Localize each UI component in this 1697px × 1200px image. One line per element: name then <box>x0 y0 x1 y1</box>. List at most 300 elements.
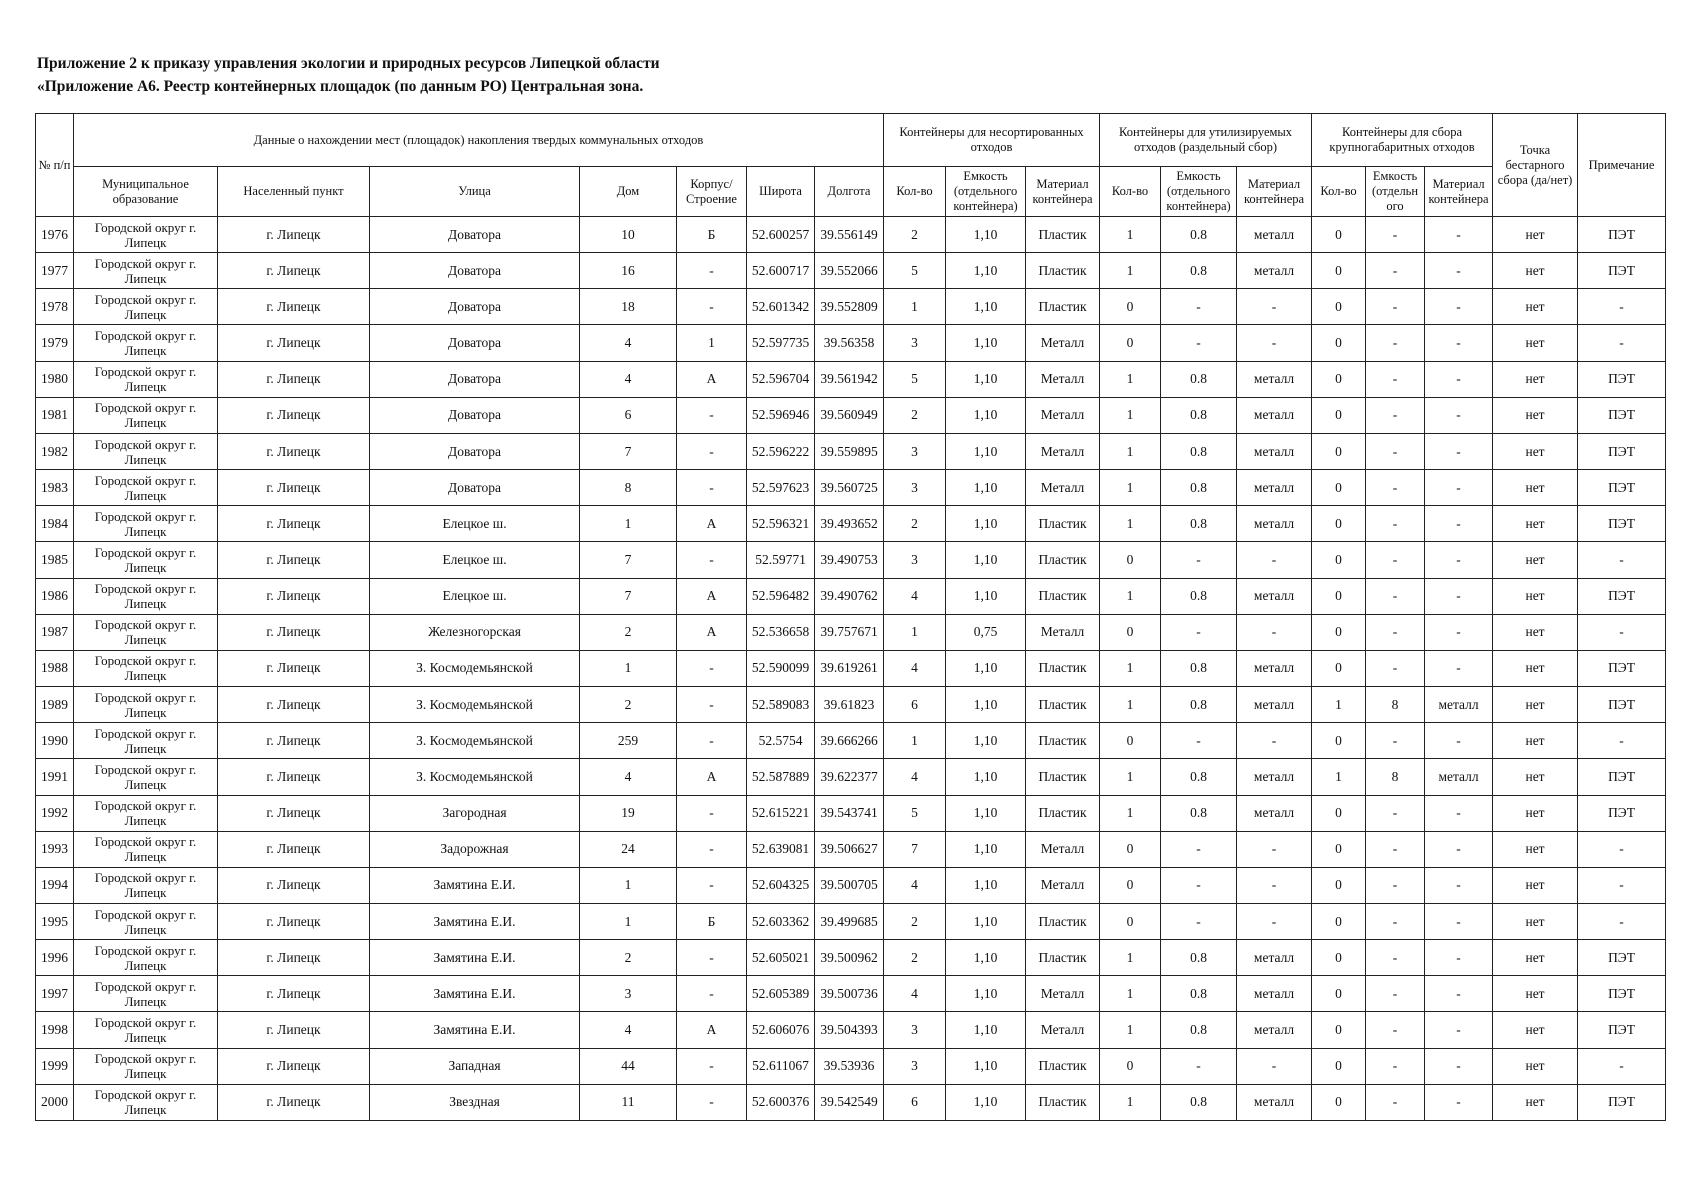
cell-b-count: 0 <box>1312 831 1366 867</box>
cell-bagless: нет <box>1493 578 1578 614</box>
cell-house: 7 <box>580 542 677 578</box>
cell-b-count: 1 <box>1312 687 1366 723</box>
cell-street: Доватора <box>370 325 580 361</box>
table-row <box>36 253 1666 289</box>
cell-b-count: 0 <box>1312 903 1366 939</box>
cell-municipality: Городской округ г. Липецк <box>74 217 218 253</box>
cell-lon: 39.556149 <box>815 217 884 253</box>
cell-lat: 52.605389 <box>747 976 815 1012</box>
cell-u-capacity: 1,10 <box>946 542 1026 578</box>
cell-building: - <box>677 1084 747 1120</box>
cell-u-count: 4 <box>884 650 946 686</box>
cell-building: - <box>677 1048 747 1084</box>
cell-street: З. Космодемьянской <box>370 650 580 686</box>
cell-num: 1991 <box>36 759 74 795</box>
cell-settlement: г. Липецк <box>218 578 370 614</box>
cell-lat: 52.5754 <box>747 723 815 759</box>
cell-street: Западная <box>370 1048 580 1084</box>
cell-lon: 39.757671 <box>815 614 884 650</box>
cell-r-capacity: 0.8 <box>1161 506 1237 542</box>
cell-num: 1997 <box>36 976 74 1012</box>
cell-municipality: Городской округ г. Липецк <box>74 759 218 795</box>
cell-r-capacity: - <box>1161 289 1237 325</box>
cell-bagless: нет <box>1493 1012 1578 1048</box>
cell-municipality: Городской округ г. Липецк <box>74 289 218 325</box>
cell-lon: 39.619261 <box>815 650 884 686</box>
cell-b-count: 0 <box>1312 650 1366 686</box>
cell-b-material: - <box>1425 867 1493 903</box>
cell-r-count: 1 <box>1100 976 1161 1012</box>
cell-note: - <box>1578 1048 1666 1084</box>
cell-u-count: 2 <box>884 903 946 939</box>
cell-settlement: г. Липецк <box>218 976 370 1012</box>
cell-building: - <box>677 687 747 723</box>
cell-r-count: 1 <box>1100 759 1161 795</box>
cell-r-material: металл <box>1237 397 1312 433</box>
cell-b-material: - <box>1425 723 1493 759</box>
cell-building: А <box>677 506 747 542</box>
cell-municipality: Городской округ г. Липецк <box>74 578 218 614</box>
cell-bagless: нет <box>1493 361 1578 397</box>
cell-u-material: Пластик <box>1026 253 1100 289</box>
cell-building: - <box>677 795 747 831</box>
cell-u-capacity: 1,10 <box>946 325 1026 361</box>
cell-u-capacity: 1,10 <box>946 578 1026 614</box>
cell-b-count: 0 <box>1312 433 1366 469</box>
cell-street: Задорожная <box>370 831 580 867</box>
cell-b-capacity: - <box>1366 650 1425 686</box>
table-row <box>36 650 1666 686</box>
cell-b-material: - <box>1425 1048 1493 1084</box>
cell-lat: 52.639081 <box>747 831 815 867</box>
cell-u-capacity: 1,10 <box>946 470 1026 506</box>
cell-r-capacity: 0.8 <box>1161 578 1237 614</box>
col-house: Дом <box>580 167 677 217</box>
group-recycle: Контейнеры для утилизируемых отходов (раздельный сбор) <box>1100 114 1312 167</box>
table-body <box>36 217 1666 1121</box>
cell-house: 16 <box>580 253 677 289</box>
cell-num: 1987 <box>36 614 74 650</box>
table-row <box>36 1048 1666 1084</box>
table-row <box>36 470 1666 506</box>
cell-building: 1 <box>677 325 747 361</box>
cell-u-count: 3 <box>884 1012 946 1048</box>
cell-municipality: Городской округ г. Липецк <box>74 1084 218 1120</box>
cell-b-count: 0 <box>1312 1012 1366 1048</box>
cell-municipality: Городской округ г. Липецк <box>74 361 218 397</box>
cell-u-capacity: 1,10 <box>946 289 1026 325</box>
cell-bagless: нет <box>1493 831 1578 867</box>
cell-r-material: - <box>1237 542 1312 578</box>
cell-municipality: Городской округ г. Липецк <box>74 1012 218 1048</box>
cell-bagless: нет <box>1493 795 1578 831</box>
cell-house: 10 <box>580 217 677 253</box>
cell-r-count: 1 <box>1100 217 1161 253</box>
table-row <box>36 325 1666 361</box>
cell-u-material: Металл <box>1026 470 1100 506</box>
cell-b-count: 0 <box>1312 723 1366 759</box>
cell-r-material: металл <box>1237 687 1312 723</box>
cell-u-material: Пластик <box>1026 1084 1100 1120</box>
cell-u-material: Пластик <box>1026 578 1100 614</box>
cell-lon: 39.561942 <box>815 361 884 397</box>
cell-note: ПЭТ <box>1578 397 1666 433</box>
cell-street: Замятина Е.И. <box>370 1012 580 1048</box>
cell-u-capacity: 1,10 <box>946 723 1026 759</box>
cell-b-capacity: - <box>1366 253 1425 289</box>
cell-lat: 52.600376 <box>747 1084 815 1120</box>
cell-b-capacity: - <box>1366 397 1425 433</box>
cell-r-count: 1 <box>1100 687 1161 723</box>
cell-num: 1998 <box>36 1012 74 1048</box>
cell-note: ПЭТ <box>1578 795 1666 831</box>
cell-u-material: Металл <box>1026 325 1100 361</box>
cell-r-count: 1 <box>1100 650 1161 686</box>
cell-b-material: - <box>1425 578 1493 614</box>
table-row <box>36 1084 1666 1120</box>
cell-num: 1983 <box>36 470 74 506</box>
cell-note: ПЭТ <box>1578 361 1666 397</box>
cell-lat: 52.597735 <box>747 325 815 361</box>
cell-r-material: металл <box>1237 1012 1312 1048</box>
cell-settlement: г. Липецк <box>218 433 370 469</box>
cell-b-count: 0 <box>1312 542 1366 578</box>
cell-building: А <box>677 759 747 795</box>
cell-r-capacity: 0.8 <box>1161 1084 1237 1120</box>
cell-building: - <box>677 723 747 759</box>
cell-house: 8 <box>580 470 677 506</box>
cell-settlement: г. Липецк <box>218 831 370 867</box>
cell-u-capacity: 1,10 <box>946 361 1026 397</box>
cell-house: 1 <box>580 903 677 939</box>
cell-note: ПЭТ <box>1578 687 1666 723</box>
cell-u-material: Металл <box>1026 831 1100 867</box>
cell-r-count: 1 <box>1100 795 1161 831</box>
cell-note: - <box>1578 614 1666 650</box>
cell-building: - <box>677 867 747 903</box>
cell-b-count: 0 <box>1312 976 1366 1012</box>
cell-house: 1 <box>580 506 677 542</box>
cell-house: 4 <box>580 361 677 397</box>
cell-municipality: Городской округ г. Липецк <box>74 903 218 939</box>
cell-house: 4 <box>580 759 677 795</box>
cell-building: - <box>677 289 747 325</box>
cell-u-capacity: 1,10 <box>946 1048 1026 1084</box>
group-bulky: Контейнеры для сбора крупногабаритных отходов <box>1312 114 1493 167</box>
col-u-material: Материал контейнера <box>1026 167 1100 217</box>
cell-settlement: г. Липецк <box>218 614 370 650</box>
cell-b-capacity: - <box>1366 361 1425 397</box>
table-row <box>36 506 1666 542</box>
cell-bagless: нет <box>1493 867 1578 903</box>
cell-r-material: - <box>1237 867 1312 903</box>
cell-b-material: - <box>1425 1084 1493 1120</box>
cell-lon: 39.61823 <box>815 687 884 723</box>
cell-r-count: 0 <box>1100 903 1161 939</box>
cell-settlement: г. Липецк <box>218 903 370 939</box>
cell-u-count: 2 <box>884 397 946 433</box>
table-row <box>36 542 1666 578</box>
cell-building: - <box>677 397 747 433</box>
cell-settlement: г. Липецк <box>218 289 370 325</box>
cell-municipality: Городской округ г. Липецк <box>74 650 218 686</box>
cell-u-capacity: 1,10 <box>946 903 1026 939</box>
cell-street: Доватора <box>370 217 580 253</box>
col-street: Улица <box>370 167 580 217</box>
cell-street: Елецкое ш. <box>370 542 580 578</box>
cell-lon: 39.542549 <box>815 1084 884 1120</box>
cell-municipality: Городской округ г. Липецк <box>74 723 218 759</box>
cell-b-count: 0 <box>1312 795 1366 831</box>
cell-building: - <box>677 976 747 1012</box>
cell-u-material: Пластик <box>1026 940 1100 976</box>
cell-note: ПЭТ <box>1578 1084 1666 1120</box>
cell-b-count: 0 <box>1312 253 1366 289</box>
cell-r-capacity: - <box>1161 903 1237 939</box>
cell-r-capacity: 0.8 <box>1161 217 1237 253</box>
cell-r-capacity: - <box>1161 325 1237 361</box>
col-lon: Долгота <box>815 167 884 217</box>
cell-r-capacity: 0.8 <box>1161 433 1237 469</box>
cell-bagless: нет <box>1493 759 1578 795</box>
cell-bagless: нет <box>1493 1048 1578 1084</box>
cell-b-material: - <box>1425 614 1493 650</box>
cell-r-material: - <box>1237 1048 1312 1084</box>
cell-u-capacity: 1,10 <box>946 1012 1026 1048</box>
cell-b-material: - <box>1425 903 1493 939</box>
cell-lon: 39.490753 <box>815 542 884 578</box>
cell-u-count: 1 <box>884 614 946 650</box>
cell-house: 2 <box>580 687 677 723</box>
cell-u-material: Металл <box>1026 433 1100 469</box>
cell-bagless: нет <box>1493 470 1578 506</box>
cell-num: 1993 <box>36 831 74 867</box>
cell-b-material: - <box>1425 253 1493 289</box>
cell-r-count: 0 <box>1100 289 1161 325</box>
table-row <box>36 578 1666 614</box>
cell-b-material: металл <box>1425 759 1493 795</box>
col-b-material: Материал контейнера <box>1425 167 1493 217</box>
cell-r-material: металл <box>1237 759 1312 795</box>
cell-settlement: г. Липецк <box>218 542 370 578</box>
cell-note: - <box>1578 723 1666 759</box>
table-row <box>36 831 1666 867</box>
cell-b-count: 0 <box>1312 867 1366 903</box>
cell-building: - <box>677 253 747 289</box>
cell-num: 1976 <box>36 217 74 253</box>
cell-lat: 52.603362 <box>747 903 815 939</box>
cell-u-count: 3 <box>884 433 946 469</box>
cell-u-count: 6 <box>884 687 946 723</box>
cell-note: - <box>1578 325 1666 361</box>
cell-settlement: г. Липецк <box>218 867 370 903</box>
cell-bagless: нет <box>1493 325 1578 361</box>
cell-note: - <box>1578 903 1666 939</box>
cell-municipality: Городской округ г. Липецк <box>74 687 218 723</box>
cell-house: 4 <box>580 1012 677 1048</box>
table-row <box>36 1012 1666 1048</box>
cell-settlement: г. Липецк <box>218 361 370 397</box>
cell-municipality: Городской округ г. Липецк <box>74 940 218 976</box>
cell-lon: 39.543741 <box>815 795 884 831</box>
cell-b-capacity: - <box>1366 614 1425 650</box>
cell-lon: 39.560949 <box>815 397 884 433</box>
cell-num: 1996 <box>36 940 74 976</box>
cell-r-count: 0 <box>1100 614 1161 650</box>
cell-street: Елецкое ш. <box>370 578 580 614</box>
col-bagless: Точка бестарного сбора (да/нет) <box>1493 114 1578 217</box>
cell-r-capacity: - <box>1161 867 1237 903</box>
cell-municipality: Городской округ г. Липецк <box>74 542 218 578</box>
cell-settlement: г. Липецк <box>218 253 370 289</box>
cell-u-count: 4 <box>884 759 946 795</box>
cell-r-material: металл <box>1237 1084 1312 1120</box>
cell-bagless: нет <box>1493 614 1578 650</box>
cell-r-material: металл <box>1237 433 1312 469</box>
cell-building: А <box>677 1012 747 1048</box>
cell-num: 1977 <box>36 253 74 289</box>
col-r-material: Материал контейнера <box>1237 167 1312 217</box>
cell-note: ПЭТ <box>1578 976 1666 1012</box>
cell-settlement: г. Липецк <box>218 397 370 433</box>
cell-b-count: 0 <box>1312 217 1366 253</box>
cell-u-capacity: 1,10 <box>946 867 1026 903</box>
cell-b-capacity: - <box>1366 217 1425 253</box>
cell-u-capacity: 1,10 <box>946 650 1026 686</box>
table-row <box>36 976 1666 1012</box>
cell-b-material: - <box>1425 361 1493 397</box>
cell-u-count: 7 <box>884 831 946 867</box>
cell-r-count: 1 <box>1100 253 1161 289</box>
cell-b-material: - <box>1425 1012 1493 1048</box>
cell-note: ПЭТ <box>1578 506 1666 542</box>
cell-street: Доватора <box>370 361 580 397</box>
cell-b-capacity: - <box>1366 289 1425 325</box>
cell-lon: 39.500962 <box>815 940 884 976</box>
cell-settlement: г. Липецк <box>218 470 370 506</box>
cell-b-material: - <box>1425 289 1493 325</box>
cell-u-capacity: 1,10 <box>946 831 1026 867</box>
cell-house: 19 <box>580 795 677 831</box>
cell-street: Звездная <box>370 1084 580 1120</box>
document-header <box>37 52 660 98</box>
cell-u-capacity: 1,10 <box>946 506 1026 542</box>
cell-municipality: Городской округ г. Липецк <box>74 614 218 650</box>
table-row <box>36 867 1666 903</box>
col-num: № п/п <box>36 114 74 217</box>
cell-r-capacity: - <box>1161 1048 1237 1084</box>
cell-u-count: 4 <box>884 578 946 614</box>
cell-lon: 39.560725 <box>815 470 884 506</box>
cell-street: Замятина Е.И. <box>370 867 580 903</box>
cell-b-material: - <box>1425 433 1493 469</box>
cell-lat: 52.600257 <box>747 217 815 253</box>
cell-b-material: - <box>1425 831 1493 867</box>
cell-r-count: 1 <box>1100 1084 1161 1120</box>
cell-r-count: 1 <box>1100 470 1161 506</box>
cell-note: - <box>1578 542 1666 578</box>
cell-street: Замятина Е.И. <box>370 940 580 976</box>
cell-municipality: Городской округ г. Липецк <box>74 325 218 361</box>
cell-house: 3 <box>580 976 677 1012</box>
cell-note: ПЭТ <box>1578 433 1666 469</box>
cell-street: Доватора <box>370 397 580 433</box>
cell-building: А <box>677 578 747 614</box>
cell-num: 1984 <box>36 506 74 542</box>
cell-u-material: Пластик <box>1026 289 1100 325</box>
header-line-2: «Приложение А6. Реестр контейнерных площадок (по данным РО) Центральная зона. <box>37 78 644 95</box>
cell-municipality: Городской округ г. Липецк <box>74 867 218 903</box>
cell-u-material: Пластик <box>1026 506 1100 542</box>
cell-u-capacity: 1,10 <box>946 1084 1026 1120</box>
cell-street: З. Космодемьянской <box>370 687 580 723</box>
cell-u-capacity: 1,10 <box>946 940 1026 976</box>
cell-house: 2 <box>580 940 677 976</box>
cell-b-capacity: - <box>1366 578 1425 614</box>
cell-b-capacity: - <box>1366 470 1425 506</box>
cell-street: Замятина Е.И. <box>370 976 580 1012</box>
cell-bagless: нет <box>1493 217 1578 253</box>
cell-settlement: г. Липецк <box>218 650 370 686</box>
cell-u-material: Пластик <box>1026 217 1100 253</box>
cell-municipality: Городской округ г. Липецк <box>74 976 218 1012</box>
cell-r-count: 0 <box>1100 723 1161 759</box>
cell-bagless: нет <box>1493 506 1578 542</box>
cell-r-capacity: 0.8 <box>1161 976 1237 1012</box>
cell-r-count: 0 <box>1100 542 1161 578</box>
cell-lat: 52.590099 <box>747 650 815 686</box>
cell-building: - <box>677 831 747 867</box>
cell-b-count: 0 <box>1312 614 1366 650</box>
cell-num: 1989 <box>36 687 74 723</box>
cell-b-material: металл <box>1425 687 1493 723</box>
col-u-count: Кол-во <box>884 167 946 217</box>
cell-r-material: металл <box>1237 650 1312 686</box>
cell-u-material: Пластик <box>1026 542 1100 578</box>
cell-lat: 52.589083 <box>747 687 815 723</box>
cell-b-count: 1 <box>1312 759 1366 795</box>
col-b-count: Кол-во <box>1312 167 1366 217</box>
registry-table <box>35 113 1666 1121</box>
cell-u-capacity: 1,10 <box>946 397 1026 433</box>
cell-r-capacity: 0.8 <box>1161 940 1237 976</box>
cell-b-material: - <box>1425 506 1493 542</box>
col-r-capacity: Емкость (отдельного контейнера) <box>1161 167 1237 217</box>
cell-r-count: 0 <box>1100 867 1161 903</box>
cell-u-count: 3 <box>884 325 946 361</box>
cell-r-count: 1 <box>1100 1012 1161 1048</box>
col-settlement: Населенный пункт <box>218 167 370 217</box>
cell-b-capacity: - <box>1366 325 1425 361</box>
cell-u-capacity: 1,10 <box>946 253 1026 289</box>
cell-u-material: Пластик <box>1026 903 1100 939</box>
cell-note: - <box>1578 831 1666 867</box>
cell-house: 2 <box>580 614 677 650</box>
cell-b-capacity: 8 <box>1366 687 1425 723</box>
cell-u-count: 3 <box>884 470 946 506</box>
cell-municipality: Городской округ г. Липецк <box>74 253 218 289</box>
cell-r-material: - <box>1237 289 1312 325</box>
cell-settlement: г. Липецк <box>218 759 370 795</box>
cell-bagless: нет <box>1493 903 1578 939</box>
cell-house: 7 <box>580 433 677 469</box>
cell-lon: 39.666266 <box>815 723 884 759</box>
cell-building: - <box>677 470 747 506</box>
cell-note: ПЭТ <box>1578 470 1666 506</box>
cell-lon: 39.500705 <box>815 867 884 903</box>
cell-b-material: - <box>1425 397 1493 433</box>
cell-u-capacity: 1,10 <box>946 795 1026 831</box>
